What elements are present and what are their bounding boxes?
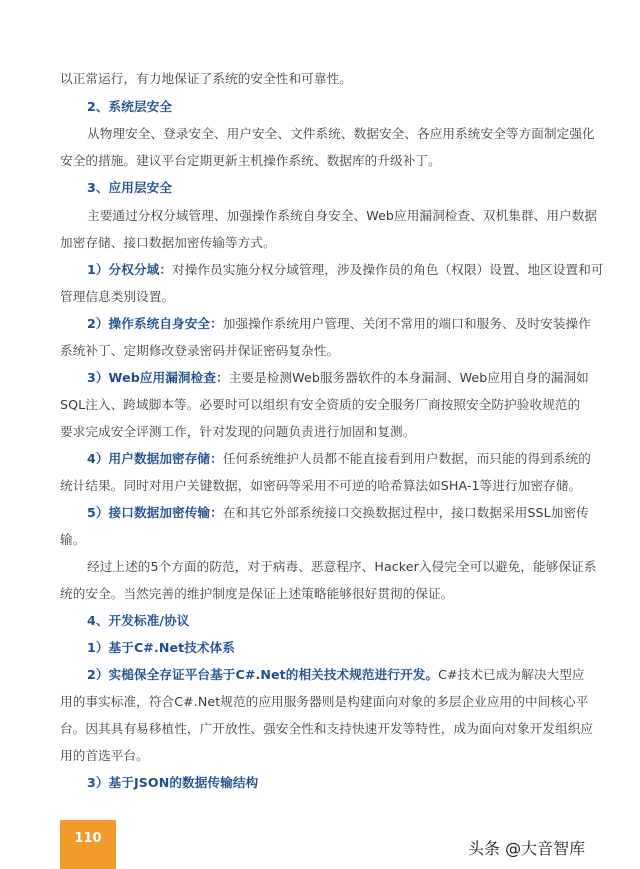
paragraph-line: 加密存储、接口数据加密传输等方式。 <box>60 235 276 250</box>
list-item-line <box>87 505 587 521</box>
list-item-line <box>87 316 591 332</box>
page-number-badge <box>60 820 116 869</box>
paragraph-line: 要求完成安全评测工作，针对发现的问题负责进行加固和复测。 <box>60 424 416 439</box>
paragraph-line: 安全的措施。建议平台定期更新主机操作系统、数据库的升级补丁。 <box>60 153 441 168</box>
section-heading: 2、系统层安全 <box>87 99 173 114</box>
list-item-lead: 4）用户数据加密存储： <box>87 451 223 466</box>
list-item-line <box>87 370 587 386</box>
watermark: 头条 @大音智库 <box>468 839 586 858</box>
sub-heading: 1）基于C#.Net技术体系 <box>87 640 235 655</box>
list-item-text: 任何系统维护人员都不能直接看到用户数据，而只能的得到系统的 <box>222 451 591 466</box>
paragraph-line: 输。 <box>60 532 86 547</box>
list-item-text: 对操作员实施分权分域管理，涉及操作员的角色（权限）设置、地区设置和可 <box>172 262 604 277</box>
list-item-text: 在和其它外部系统接口交换数据过程中，接口数据采用SSL加密传 <box>222 505 589 520</box>
page-number: 110 <box>74 831 102 846</box>
list-item-lead: 2）实槌保全存证平台基于C#.Net的相关技术规范进行开发。 <box>87 667 439 682</box>
paragraph-line: 主要通过分权分域管理、加强操作系统自身安全、Web应用漏洞检查、双机集群、用户数据 <box>87 208 598 223</box>
list-item-lead: 5）接口数据加密传输： <box>87 505 223 520</box>
paragraph-line: 统计结果。同时对用户关键数据，如密码等采用不可逆的哈希算法如SHA-1等进行加密存储。 <box>60 478 582 493</box>
paragraph-line: SQL注入、跨域脚本等。必要时可以组织有安全资质的安全服务厂商按照安全防护验收规范的 <box>60 397 581 412</box>
list-item-text: 加强操作系统用户管理、关闭不常用的端口和服务、及时安装操作 <box>222 316 591 331</box>
list-item-line <box>87 262 604 278</box>
paragraph-line: 经过上述的5个方面的防范，对于病毒、恶意程序、Hacker入侵完全可以避免，能够保证系 <box>87 559 597 574</box>
paragraph-line: 系统补丁、定期修改登录密码并保证密码复杂性。 <box>60 343 340 358</box>
sub-heading: 3）基于JSON的数据传输结构 <box>87 775 259 790</box>
list-item-text: 主要是检测Web服务器软件的本身漏洞、Web应用自身的漏洞如 <box>228 370 589 385</box>
list-item-text: C#技术已成为解决大型应 <box>438 667 585 682</box>
list-item-line <box>87 667 587 683</box>
section-heading: 3、应用层安全 <box>87 180 173 195</box>
section-heading: 4、开发标准/协议 <box>87 613 190 628</box>
paragraph-line: 台。因其具有易移植性，广开放性、强安全性和支持快速开发等特性，成为面向对象开发组织应 <box>60 721 594 736</box>
paragraph-line: 以正常运行，有力地保证了系统的安全性和可靠性。 <box>60 71 352 86</box>
list-item-line <box>87 451 591 467</box>
paragraph-line: 从物理安全、登录安全、用户安全、文件系统、数据安全、各应用系统安全等方面制定强化 <box>87 126 595 141</box>
list-item-lead: 3）Web应用漏洞检查： <box>87 370 229 385</box>
list-item-lead: 2）操作系统自身安全： <box>87 316 223 331</box>
paragraph-line: 用的首选平台。 <box>60 748 149 763</box>
list-item-lead: 1）分权分域： <box>87 262 173 277</box>
paragraph-line: 管理信息类别设置。 <box>60 289 175 304</box>
paragraph-line: 用的事实标准，符合C#.Net规范的应用服务器则是构建面向对象的多层企业应用的中间核心平 <box>60 694 589 709</box>
paragraph-line: 统的安全。当然完善的维护制度是保证上述策略能够很好贯彻的保证。 <box>60 586 454 601</box>
